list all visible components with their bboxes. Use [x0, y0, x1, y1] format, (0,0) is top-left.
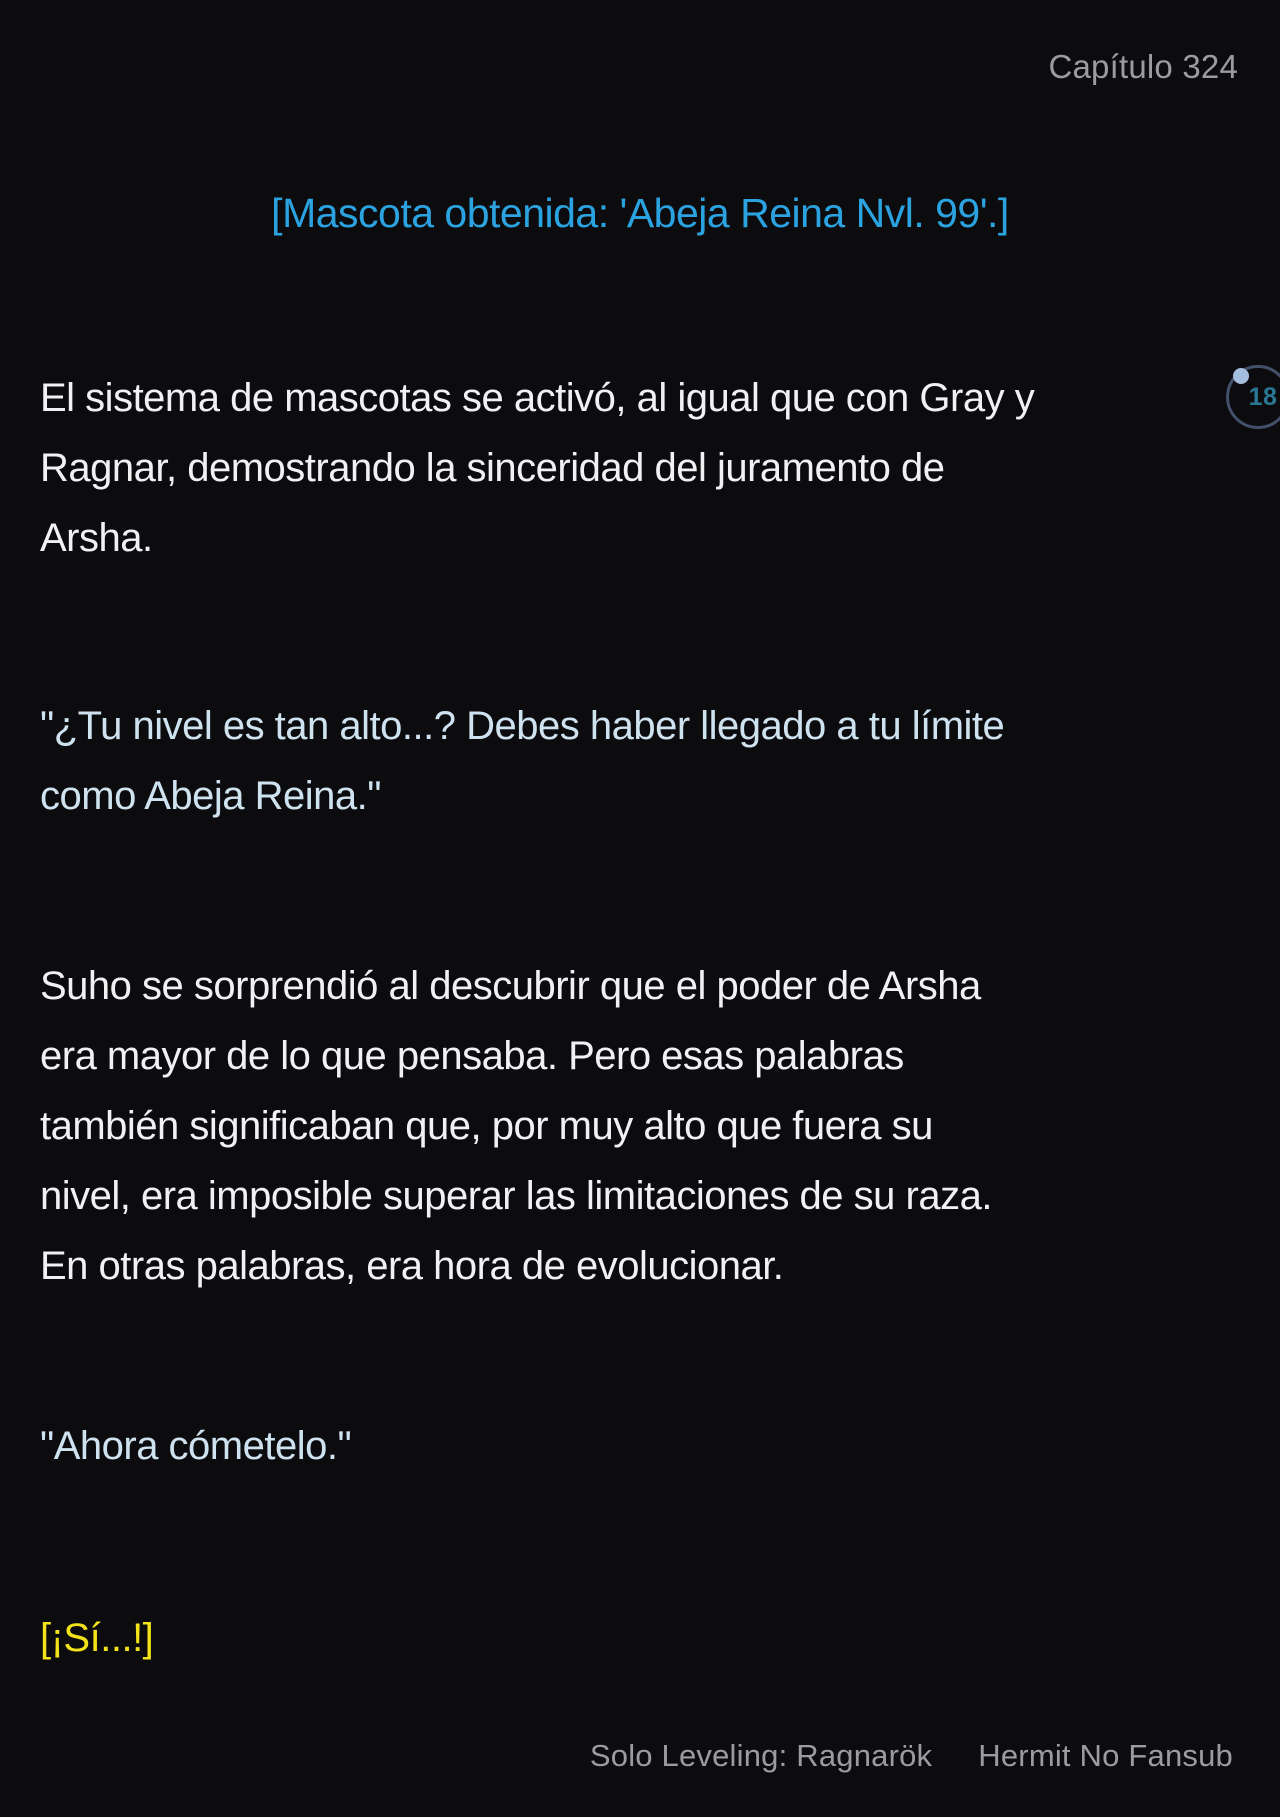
comment-count-value: 18 [1248, 382, 1278, 411]
comment-count-badge[interactable] [1226, 365, 1280, 429]
system-message-yes: [¡Sí...!] [40, 1616, 154, 1660]
dialogue-paragraph-2: "Ahora cómetelo." [40, 1424, 352, 1468]
footer-series-title: Solo Leveling: Ragnarök [589, 1738, 933, 1773]
narration-paragraph-2: Suho se sorprendió al descubrir que el poder de Arsha era mayor de lo que pensaba. Pero esas palabras también significaban que, por muy alto que fuera su nivel, era imposible superar las limitaciones de su raza. En otras palabras, era hora de evolucionar. [40, 964, 992, 1288]
system-message-pet-obtained: [Mascota obtenida: 'Abeja Reina Nvl. 99'.] [271, 190, 1009, 236]
narration-paragraph-1: El sistema de mascotas se activó, al igual que con Gray y Ragnar, demostrando la sinceridad del juramento de Arsha. [40, 376, 1035, 560]
dialogue-paragraph-1: "¿Tu nivel es tan alto...? Debes haber llegado a tu límite como Abeja Reina." [40, 704, 1005, 818]
chapter-header: Capítulo 324 [1048, 48, 1238, 85]
page-footer [590, 1737, 1233, 1775]
footer-fansub-credit: Hermit No Fansub [978, 1738, 1233, 1773]
